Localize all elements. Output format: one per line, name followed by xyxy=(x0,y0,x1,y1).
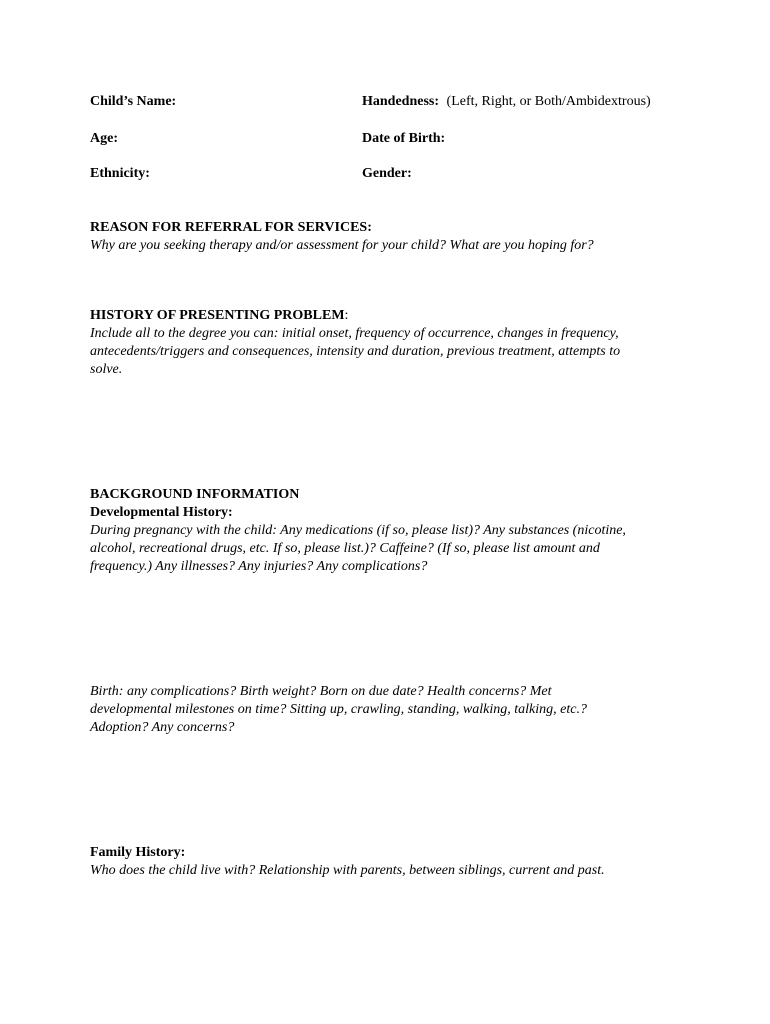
date-of-birth-label: Date of Birth: xyxy=(362,131,446,146)
presenting-problem-heading xyxy=(90,307,680,325)
presenting-problem-prompt-line: solve. xyxy=(90,362,123,377)
handedness-field xyxy=(362,93,651,111)
background-title: BACKGROUND INFORMATION xyxy=(90,487,300,502)
age-label: Age: xyxy=(90,131,118,146)
handedness-label: Handedness: xyxy=(362,94,440,109)
family-history-title: Family History: xyxy=(90,845,186,860)
presenting-problem-section xyxy=(90,307,680,379)
background-section xyxy=(90,486,680,576)
developmental-history-title: Developmental History: xyxy=(90,505,233,520)
family-history-section xyxy=(90,844,680,880)
pregnancy-prompt-line: frequency.) Any illnesses? Any injuries? Any complications? xyxy=(90,559,428,574)
pregnancy-prompt-line: alcohol, recreational drugs, etc. If so, please list.)? Caffeine? (If so, please list amount and xyxy=(90,541,600,556)
gender-label: Gender: xyxy=(362,166,412,181)
birth-section xyxy=(90,683,680,737)
presenting-problem-prompt-line: Include all to the degree you can: initial onset, frequency of occurrence, changes in frequency, xyxy=(90,326,619,341)
ethnicity-label: Ethnicity: xyxy=(90,166,150,181)
presenting-problem-title: HISTORY OF PRESENTING PROBLEM xyxy=(90,308,345,323)
pregnancy-prompt-line: During pregnancy with the child: Any medications (if so, please list)? Any substances (nicotine, xyxy=(90,523,626,538)
presenting-problem-colon: : xyxy=(344,308,349,323)
referral-prompt: Why are you seeking therapy and/or assessment for your child? What are you hoping for? xyxy=(90,238,594,253)
birth-prompt-line: Birth: any complications? Birth weight? Born on due date? Health concerns? Met xyxy=(90,684,552,699)
birth-prompt-line: developmental milestones on time? Sitting up, crawling, standing, walking, talking, etc.? xyxy=(90,702,587,717)
handedness-hint: (Left, Right, or Both/Ambidextrous) xyxy=(446,94,651,109)
birth-prompt-line: Adoption? Any concerns? xyxy=(90,720,235,735)
family-history-prompt: Who does the child live with? Relationship with parents, between siblings, current and past. xyxy=(90,863,605,878)
referral-title: REASON FOR REFERRAL FOR SERVICES: xyxy=(90,220,372,235)
childs-name-label: Child’s Name: xyxy=(90,94,177,109)
presenting-problem-prompt-line: antecedents/triggers and consequences, intensity and duration, previous treatment, attempts to xyxy=(90,344,621,359)
referral-section xyxy=(90,219,680,255)
